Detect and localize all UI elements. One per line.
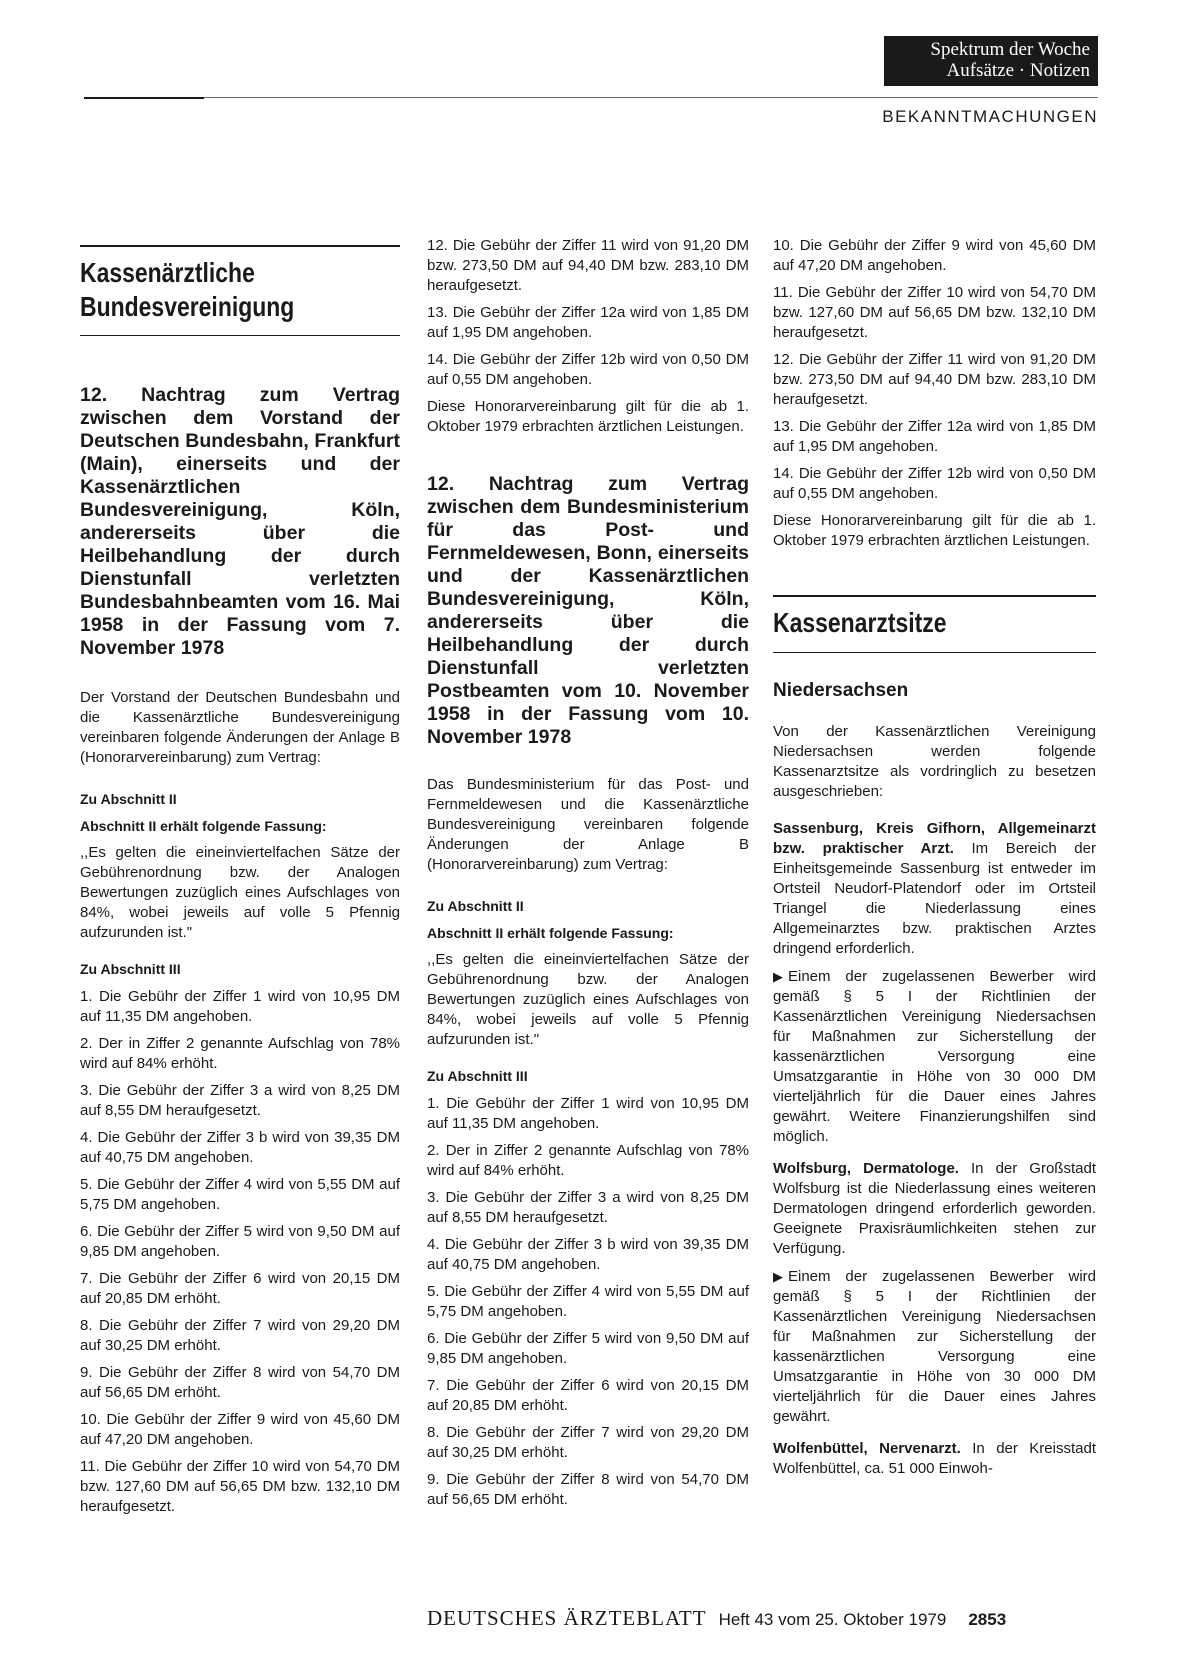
listing-lead: Wolfenbüttel, Nervenarzt. — [773, 1440, 961, 1457]
list-item: 6. Die Gebühr der Ziffer 5 wird von 9,50 DM auf 9,85 DM angehoben. — [427, 1330, 749, 1367]
list-item: 1. Die Gebühr der Ziffer 1 wird von 10,95 DM auf 11,35 DM angehoben. — [427, 1095, 749, 1132]
box-rule-bottom — [80, 335, 400, 336]
article-intro: Der Vorstand der Deutschen Bundesbahn und die Kassenärztliche Bundesvereinigung vereinbaren folgende Änderungen der Anlage B (Honorarvereinbarung) zum Vertrag: — [80, 689, 400, 766]
triangle-right-icon: ▶ — [773, 1269, 783, 1284]
list-item: 10. Die Gebühr der Ziffer 9 wird von 45,60 DM auf 47,20 DM angehoben. — [773, 237, 1096, 274]
section-2-subtitle: Abschnitt II erhält folgende Fassung: — [427, 925, 674, 941]
journal-name: DEUTSCHES ÄRZTEBLATT — [427, 1606, 707, 1630]
list-item: 3. Die Gebühr der Ziffer 3 a wird von 8,25 DM auf 8,55 DM heraufgesetzt. — [427, 1189, 749, 1226]
listing-note-text: Einem der zugelassenen Bewerber wird gemäß § 5 I der Richtlinien der Kassenärztlichen Vereinigung Niedersachsen für Maßnahmen zur Sicherstellung der kassenärztlichen Versorgung eine Umsatzgarantie in Höhe von 30 000 DM vierteljährlich für die Dauer eines Jahres gewährt. Weitere Finanzierungshilfen sind möglich. — [773, 968, 1096, 1145]
fee-list-continued — [773, 236, 1096, 504]
list-item: 2. Der in Ziffer 2 genannte Aufschlag von 78% wird auf 84% erhöht. — [427, 1142, 749, 1179]
region-intro: Von der Kassenärztlichen Vereinigung Niedersachsen werden folgende Kassenarztsitze als vordringlich zu besetzen ausgeschrieben: — [773, 723, 1096, 800]
fee-list — [80, 987, 400, 1517]
list-item: 5. Die Gebühr der Ziffer 4 wird von 5,55 DM auf 5,75 DM angehoben. — [80, 1176, 400, 1213]
list-item: 4. Die Gebühr der Ziffer 3 b wird von 39,35 DM auf 40,75 DM angehoben. — [80, 1129, 400, 1166]
box-title-line-2: Bundesvereinigung — [80, 291, 295, 322]
section-2-title: Zu Abschnitt II — [80, 791, 177, 807]
list-item: 4. Die Gebühr der Ziffer 3 b wird von 39,35 DM auf 40,75 DM angehoben. — [427, 1236, 749, 1273]
list-item: 1. Die Gebühr der Ziffer 1 wird von 10,95 DM auf 11,35 DM angehoben. — [80, 988, 400, 1025]
list-item: 14. Die Gebühr der Ziffer 12b wird von 0,50 DM auf 0,55 DM angehoben. — [773, 465, 1096, 502]
list-item: 13. Die Gebühr der Ziffer 12a wird von 1,85 DM auf 1,95 DM angehoben. — [427, 304, 749, 341]
section-label: BEKANNTMACHUNGEN — [882, 107, 1098, 126]
listing-note — [773, 967, 1096, 1147]
list-item: 9. Die Gebühr der Ziffer 8 wird von 54,70 DM auf 56,65 DM erhöht. — [427, 1471, 749, 1508]
section-2-title: Zu Abschnitt II — [427, 898, 524, 914]
fee-list — [427, 1094, 749, 1510]
section-2-quote: ,,Es gelten die eineinviertelfachen Sätze der Gebührenordnung bzw. der Analogen Bewertungen zuzüglich eines Aufschlages von 84%, wobei jeweils auf volle 5 Pfennig aufzurunden ist." — [80, 844, 400, 941]
list-item: 8. Die Gebühr der Ziffer 7 wird von 29,20 DM auf 30,25 DM erhöht. — [427, 1424, 749, 1461]
list-item: 6. Die Gebühr der Ziffer 5 wird von 9,50 DM auf 9,85 DM angehoben. — [80, 1223, 400, 1260]
box-rule-top — [773, 595, 1096, 597]
section-2-quote: ,,Es gelten die eineinviertelfachen Sätze der Gebührenordnung bzw. der Analogen Bewertungen zuzüglich eines Aufschlages von 84%, wobei jeweils auf volle 5 Pfennig aufzurunden ist." — [427, 951, 749, 1048]
listing-text: In der Großstadt Wolfsburg ist die Niederlassung eines weiteren Dermatologen dringend erforderlich geworden. Geeignete Praxisräumlichkeiten stehen zur Verfügung. — [773, 1160, 1096, 1257]
list-item: 7. Die Gebühr der Ziffer 6 wird von 20,15 DM auf 20,85 DM erhöht. — [80, 1270, 400, 1307]
box-rule-top — [80, 245, 400, 247]
listing-lead: Wolfsburg, Dermatologe. — [773, 1160, 959, 1177]
listing-note — [773, 1267, 1096, 1427]
badge-line-2: Aufsätze · Notizen — [946, 60, 1090, 81]
list-item: 2. Der in Ziffer 2 genannte Aufschlag von 78% wird auf 84% erhöht. — [80, 1035, 400, 1072]
listing-lead: Sassenburg, Kreis Gifhorn, Allgemeinarzt bzw. praktischer Arzt. — [773, 820, 1096, 857]
listing-text: In der Kreisstadt Wolfenbüttel, ca. 51 000 Einwoh- — [773, 1440, 1096, 1477]
section-2-subtitle: Abschnitt II erhält folgende Fassung: — [80, 818, 327, 834]
column-1 — [80, 245, 400, 1517]
listing-sassenburg — [773, 819, 1096, 959]
list-item: 11. Die Gebühr der Ziffer 10 wird von 54,70 DM bzw. 127,60 DM auf 56,65 DM bzw. 132,10 DM heraufgesetzt. — [773, 284, 1096, 341]
article-intro: Das Bundesministerium für das Post- und Fernmeldewesen und die Kassenärztliche Bundesvereinigung vereinbaren folgende Änderungen der Anlage B (Honorarvereinbarung) zum Vertrag: — [427, 776, 749, 873]
list-item: 12. Die Gebühr der Ziffer 11 wird von 91,20 DM bzw. 273,50 DM auf 94,40 DM bzw. 283,10 DM heraufgesetzt. — [427, 237, 749, 294]
box-rule-bottom — [773, 652, 1096, 653]
list-item: 7. Die Gebühr der Ziffer 6 wird von 20,15 DM auf 20,85 DM erhöht. — [427, 1377, 749, 1414]
section-3-title: Zu Abschnitt III — [80, 961, 181, 977]
header-rule — [204, 97, 1098, 98]
section-badge — [884, 36, 1098, 86]
box-title-line-1: Kassenärztliche — [80, 257, 255, 288]
validity-note: Diese Honorarvereinbarung gilt für die ab 1. Oktober 1979 erbrachten ärztlichen Leistungen. — [773, 512, 1096, 549]
list-item: 11. Die Gebühr der Ziffer 10 wird von 54,70 DM bzw. 127,60 DM auf 56,65 DM bzw. 132,10 DM heraufgesetzt. — [80, 1458, 400, 1515]
article-heading: 12. Nachtrag zum Vertrag zwischen dem Bundesministerium für das Post- und Fernmeldewesen, Bonn, einerseits und der Kassenärztlichen Bundesvereinigung, Köln, andererseits über die Heilbehandlung der durch Dienstunfall verletzten Postbeamten vom 10. November 1958 in der Fassung vom 10. November 1978 — [427, 473, 749, 748]
listing-note-text: Einem der zugelassenen Bewerber wird gemäß § 5 I der Richtlinien der Kassenärztlichen Vereinigung Niedersachsen für Maßnahmen zur Sicherstellung der kassenärztlichen Versorgung eine Umsatzgarantie in Höhe von 30 000 DM vierteljährlich für die Dauer eines Jahres gewährt. — [773, 1268, 1096, 1425]
page-footer — [427, 1606, 1098, 1636]
section-3-title: Zu Abschnitt III — [427, 1068, 528, 1084]
column-3 — [773, 236, 1096, 1479]
page-number: 2853 — [968, 1610, 1007, 1629]
badge-line-1: Spektrum der Woche — [930, 39, 1090, 60]
validity-note: Diese Honorarvereinbarung gilt für die ab 1. Oktober 1979 erbrachten ärztlichen Leistungen. — [427, 398, 749, 435]
triangle-right-icon: ▶ — [773, 969, 783, 984]
list-item: 9. Die Gebühr der Ziffer 8 wird von 54,70 DM auf 56,65 DM erhöht. — [80, 1364, 400, 1401]
box-title — [773, 606, 1096, 640]
article-heading: 12. Nachtrag zum Vertrag zwischen dem Vorstand der Deutschen Bundesbahn, Frankfurt (Main), einerseits und der Kassenärztlichen Bundesvereinigung, Köln, andererseits über die Heilbehandlung der durch Dienstunfall verletzten Bundesbahnbeamten vom 16. Mai 1958 in der Fassung vom 7. November 1978 — [80, 384, 400, 659]
list-item: 13. Die Gebühr der Ziffer 12a wird von 1,85 DM auf 1,95 DM angehoben. — [773, 418, 1096, 455]
header-rule-heavy — [84, 97, 204, 99]
region-heading: Niedersachsen — [773, 680, 909, 701]
listing-text: Im Bereich der Einheitsgemeinde Sassenburg ist entweder im Ortsteil Neudorf-Platendorf oder im Ortsteil Triangel die Niederlassung eines Allgemeinarztes bzw. praktischen Arztes dringend erforderlich. — [773, 840, 1096, 957]
list-item: 3. Die Gebühr der Ziffer 3 a wird von 8,25 DM auf 8,55 DM heraufgesetzt. — [80, 1082, 400, 1119]
listing-wolfenbuettel — [773, 1439, 1096, 1479]
list-item: 14. Die Gebühr der Ziffer 12b wird von 0,50 DM auf 0,55 DM angehoben. — [427, 351, 749, 388]
fee-list-continued — [427, 236, 749, 390]
list-item: 12. Die Gebühr der Ziffer 11 wird von 91,20 DM bzw. 273,50 DM auf 94,40 DM bzw. 283,10 DM heraufgesetzt. — [773, 351, 1096, 408]
box-title — [80, 256, 400, 324]
column-2 — [427, 236, 749, 1510]
list-item: 10. Die Gebühr der Ziffer 9 wird von 45,60 DM auf 47,20 DM angehoben. — [80, 1411, 400, 1448]
list-item: 5. Die Gebühr der Ziffer 4 wird von 5,55 DM auf 5,75 DM angehoben. — [427, 1283, 749, 1320]
box-title-line: Kassenarztsitze — [773, 607, 947, 638]
issue-info: Heft 43 vom 25. Oktober 1979 — [718, 1610, 947, 1629]
listing-wolfsburg — [773, 1159, 1096, 1259]
list-item: 8. Die Gebühr der Ziffer 7 wird von 29,20 DM auf 30,25 DM erhöht. — [80, 1317, 400, 1354]
